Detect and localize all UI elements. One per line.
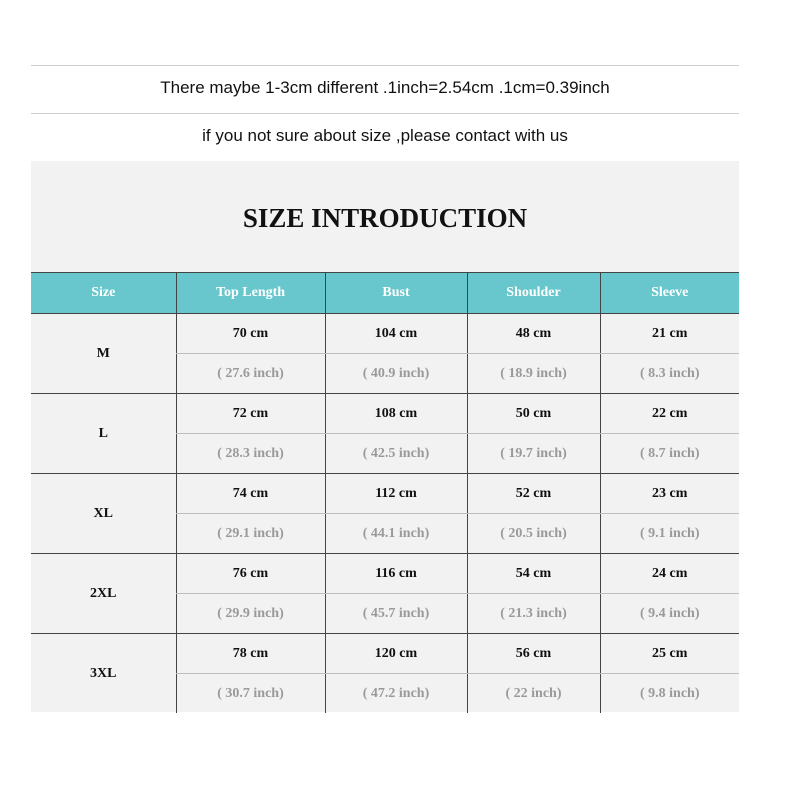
shoulder-inch: ( 22 inch) — [467, 674, 600, 714]
top-length-cm: 76 cm — [176, 554, 325, 594]
conversion-note: There maybe 1-3cm different .1inch=2.54cm .1cm=0.39inch — [160, 78, 610, 97]
size-label: 2XL — [31, 554, 176, 634]
sleeve-cm: 23 cm — [600, 474, 739, 514]
table-header-row — [31, 273, 739, 314]
header-shoulder: Shoulder — [467, 273, 600, 314]
shoulder-cm: 56 cm — [467, 634, 600, 674]
top-length-inch: ( 29.9 inch) — [176, 594, 325, 634]
sleeve-cm: 22 cm — [600, 394, 739, 434]
shoulder-inch: ( 21.3 inch) — [467, 594, 600, 634]
top-length-inch: ( 29.1 inch) — [176, 514, 325, 554]
sleeve-inch: ( 8.3 inch) — [600, 354, 739, 394]
size-label: 3XL — [90, 665, 117, 681]
sleeve-cm: 24 cm — [600, 554, 739, 594]
top-length-cm: 78 cm — [176, 634, 325, 674]
top-length-cm: 72 cm — [176, 394, 325, 434]
bust-inch: ( 44.1 inch) — [325, 514, 467, 554]
bust-cm: 120 cm — [325, 634, 467, 674]
header-size: Size — [31, 273, 176, 314]
bust-inch: ( 45.7 inch) — [325, 594, 467, 634]
shoulder-inch: ( 20.5 inch) — [467, 514, 600, 554]
contact-note: if you not sure about size ,please contact with us — [202, 126, 568, 145]
table-row-m-cm — [31, 314, 739, 354]
top-length-cm: 74 cm — [176, 474, 325, 514]
sleeve-inch: ( 9.8 inch) — [600, 674, 739, 714]
top-length-inch: ( 28.3 inch) — [176, 434, 325, 474]
sleeve-inch: ( 9.4 inch) — [600, 594, 739, 634]
top-length-inch: ( 30.7 inch) — [176, 674, 325, 714]
header-top-length: Top Length — [176, 273, 325, 314]
size-table — [31, 272, 739, 713]
bust-inch: ( 47.2 inch) — [325, 674, 467, 714]
shoulder-cm: 52 cm — [467, 474, 600, 514]
table-row-xl-cm — [31, 474, 739, 514]
shoulder-inch: ( 19.7 inch) — [467, 434, 600, 474]
sleeve-cm: 21 cm — [600, 314, 739, 354]
middle-divider — [31, 113, 739, 114]
bust-inch: ( 42.5 inch) — [325, 434, 467, 474]
size-label: XL — [31, 474, 176, 554]
bust-inch: ( 40.9 inch) — [325, 354, 467, 394]
bust-cm: 104 cm — [325, 314, 467, 354]
sleeve-inch: ( 8.7 inch) — [600, 434, 739, 474]
size-label: M — [31, 314, 176, 394]
table-row-l-cm — [31, 394, 739, 434]
bust-cm: 108 cm — [325, 394, 467, 434]
size-chart-title: SIZE INTRODUCTION — [242, 203, 528, 233]
shoulder-cm: 50 cm — [467, 394, 600, 434]
sleeve-cm: 25 cm — [600, 634, 739, 674]
bust-cm: 112 cm — [325, 474, 467, 514]
header-bust: Bust — [325, 273, 467, 314]
shoulder-cm: 48 cm — [467, 314, 600, 354]
top-divider — [31, 65, 739, 66]
size-chart-panel — [31, 161, 739, 712]
top-length-cm: 70 cm — [176, 314, 325, 354]
shoulder-inch: ( 18.9 inch) — [467, 354, 600, 394]
table-row-3xl-cm — [31, 634, 739, 674]
shoulder-cm: 54 cm — [467, 554, 600, 594]
sleeve-inch: ( 9.1 inch) — [600, 514, 739, 554]
header-sleeve: Sleeve — [600, 273, 739, 314]
size-label: L — [31, 394, 176, 474]
bust-cm: 116 cm — [325, 554, 467, 594]
table-row-2xl-cm — [31, 554, 739, 594]
top-length-inch: ( 27.6 inch) — [176, 354, 325, 394]
